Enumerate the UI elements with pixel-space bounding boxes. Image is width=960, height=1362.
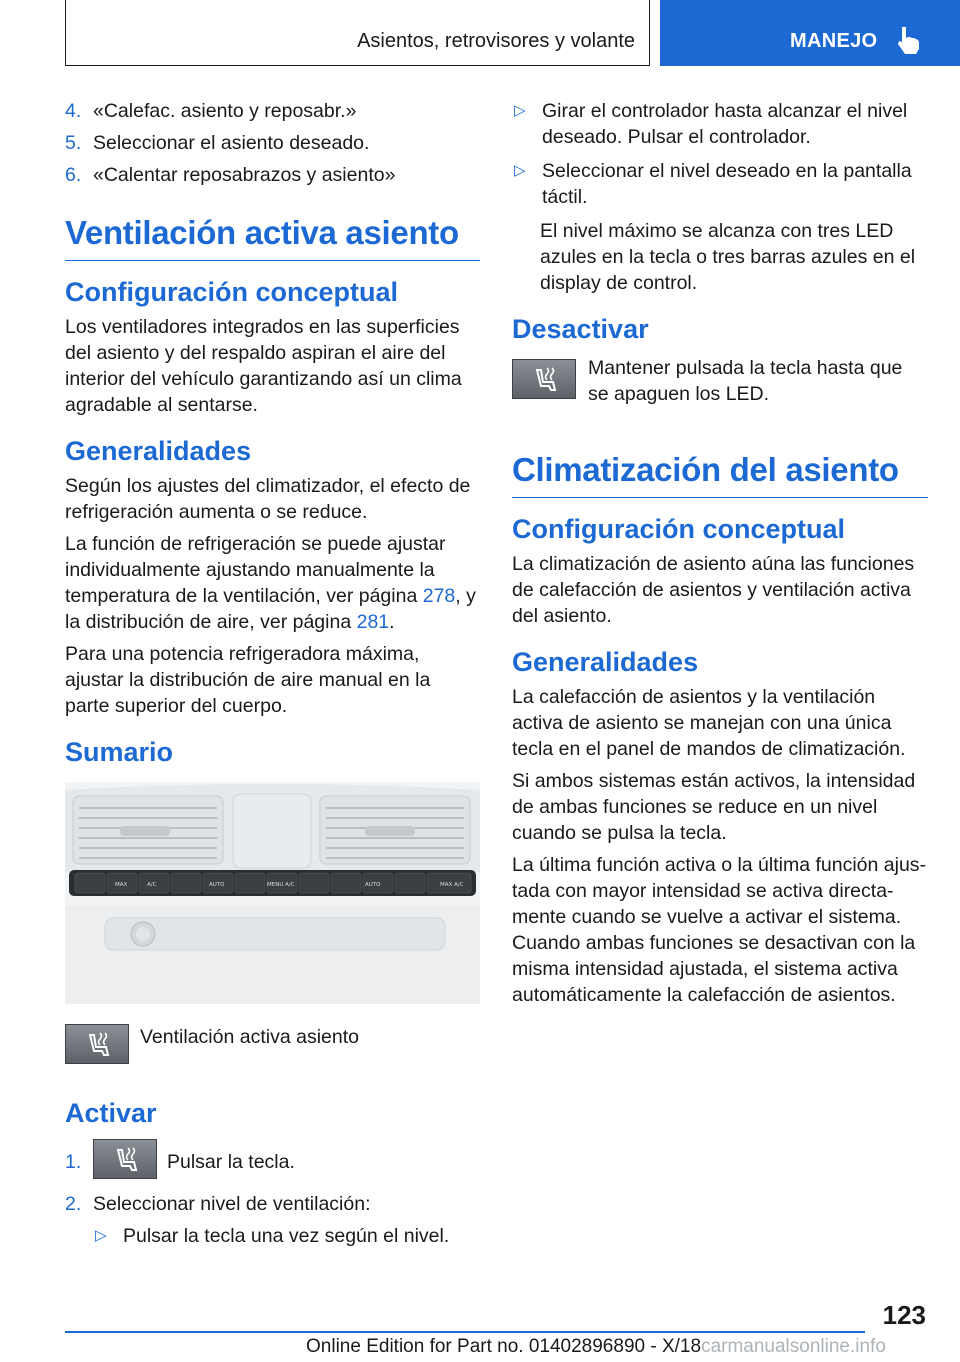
general-paragraph-3: La última función activa o la última función ajustada con mayor intensidad se activa directamente cuando se vuelve a activar el sistema. Cuando ambas funciones se desactivan con la misma intensidad ajustada, el sistema activa automáticamente la calefacción de asientos. <box>512 854 927 1006</box>
climate-panel-photo <box>65 782 480 1004</box>
seat-ventilation-button-icon <box>65 1024 129 1064</box>
header-chapter-box <box>65 0 650 66</box>
list-item: 6. «Calentar reposabrazos y asiento» <box>65 164 396 186</box>
heading-general: Generalidades <box>512 647 699 677</box>
list-item: 5. Seleccionar el asiento deseado. <box>65 132 370 154</box>
left-column <box>65 98 480 1257</box>
seat-ventilation-icon <box>533 366 559 394</box>
list-item: 2. Seleccionar nivel de ventilación: <box>65 1193 371 1215</box>
seat-ventilation-button-icon <box>512 359 576 399</box>
general-paragraph-3: Para una potencia refrigeradora máxima, ajustar la distribución de aire manual en la parte superior del cuerpo. <box>65 643 431 717</box>
heading-active-seat-ventilation: Ventilación activa asiento <box>65 214 480 261</box>
footer-divider <box>65 1331 865 1333</box>
heading-concept: Configuración conceptual <box>512 514 846 544</box>
svg-text:MAX A/C: MAX A/C <box>440 882 464 888</box>
list-item: 4. «Calefac. asiento y reposabr.» <box>65 100 357 122</box>
level-bullets <box>512 98 928 210</box>
svg-text:MAX: MAX <box>115 882 128 888</box>
heading-seat-climate: Climatización del asiento <box>512 451 928 498</box>
triangle-bullet-icon: ▷ <box>514 102 526 119</box>
general-paragraph-1: La calefacción de asientos y la ventilación activa de asiento se manejan con una única tecla en el panel de mandos de climatización. <box>512 686 906 760</box>
svg-text:MENU A/C: MENU A/C <box>267 882 295 888</box>
climate-panel-illustration <box>65 782 480 1004</box>
section-label: MANEJO <box>790 30 878 52</box>
footer-edition: Online Edition for Part no. 01402896890 - X/18carmanualsonline.info <box>306 1336 886 1357</box>
general-paragraph-1: Según los ajustes del climatizador, el efecto de refrigeración aumenta o se reduce. <box>65 475 471 523</box>
heading-activate: Activar <box>65 1098 157 1128</box>
svg-text:AUTO: AUTO <box>209 882 225 888</box>
ventilation-icon-caption: Ventilación activa asiento <box>140 1026 359 1048</box>
steps-list-top <box>65 98 480 188</box>
seat-ventilation-button-icon <box>93 1139 157 1179</box>
heading-deactivate: Desactivar <box>512 314 649 344</box>
hand-pointer-icon <box>896 25 922 55</box>
list-item: ▷ Girar el controlador hasta alcanzar el nivel deseado. Pulsar el controlador. <box>514 100 908 148</box>
seat-ventilation-icon <box>86 1031 112 1059</box>
list-item: ▷ Pulsar la tecla una vez según el nivel. <box>95 1225 450 1247</box>
activate-steps-list <box>65 1191 480 1217</box>
heading-general: Generalidades <box>65 436 252 466</box>
svg-text:A/C: A/C <box>147 882 157 888</box>
deactivate-row <box>512 355 928 415</box>
concept-text: Los ventiladores integrados en las superficies del asiento y del respaldo aspiran el aire del interior del vehículo garantizando así un clima agradable al sentarse. <box>65 316 462 416</box>
triangle-bullet-icon: ▷ <box>514 162 526 179</box>
max-level-note: El nivel máximo se alcanza con tres LED azules en la tecla o tres barras azules en el display de control. <box>540 220 916 294</box>
page-link-278[interactable]: 278 <box>422 585 456 607</box>
page-number: 123 <box>882 1300 926 1330</box>
triangle-bullet-icon: ▷ <box>95 1227 107 1244</box>
heading-summary: Sumario <box>65 737 174 767</box>
ventilation-icon-row <box>65 1024 480 1070</box>
right-column <box>512 98 928 1014</box>
activate-bullets <box>93 1223 480 1249</box>
concept-text: La climatización de asiento aúna las funciones de calefacción de asientos y ventilación activa del asiento. <box>512 553 915 627</box>
activate-step-1: 1. Pulsar la tecla. <box>65 1139 480 1183</box>
heading-concept: Configuración conceptual <box>65 277 399 307</box>
general-paragraph-2: La función de refrigeración se puede ajustar individualmente ajustando manualmente la temperatura de la ventilación, ver página 278, y la distribución de aire, ver página 281. <box>65 533 476 633</box>
general-paragraph-2: Si ambos sistemas están activos, la intensidad de ambas funciones se reduce en un nivel cuando se pulsa la tecla. <box>512 770 916 844</box>
chapter-title: Asientos, retrovisores y volante <box>357 30 635 52</box>
list-item: ▷ Seleccionar el nivel deseado en la pantalla táctil. <box>514 160 912 208</box>
deactivate-text: Mantener pulsada la tecla hasta que se apaguen los LED. <box>588 357 903 405</box>
header-section-tab[interactable] <box>660 0 960 66</box>
page-link-281[interactable]: 281 <box>356 611 390 633</box>
seat-ventilation-icon <box>114 1146 140 1174</box>
svg-text:AUTO: AUTO <box>365 882 381 888</box>
watermark: carmanualsonline.info <box>701 1336 886 1357</box>
